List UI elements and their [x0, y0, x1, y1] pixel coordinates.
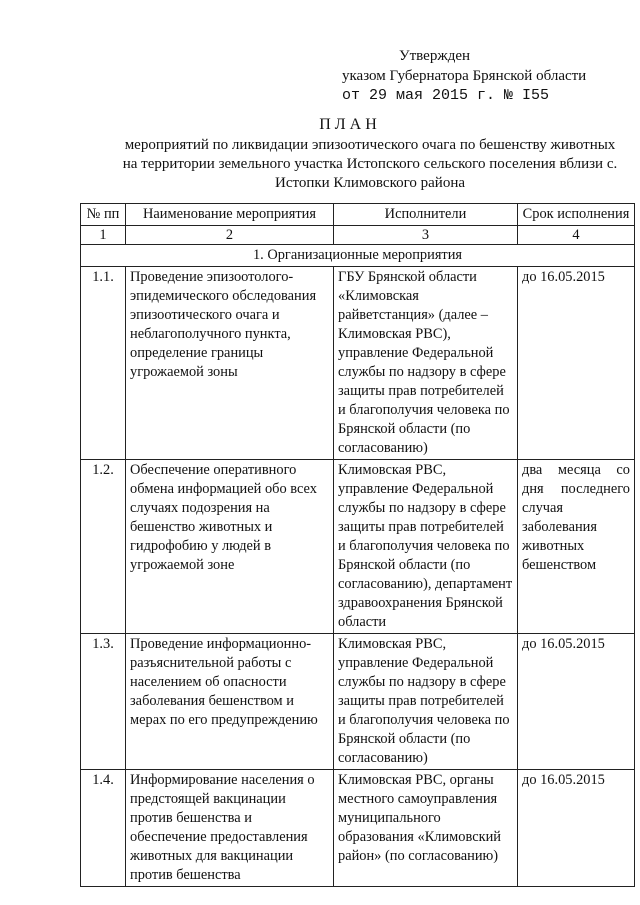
row-executors: ГБУ Брянской области «Климовская райветстанция» (далее – Климовская РВС), управление Федеральной службы по надзору в сфере защиты прав потребителей и благополучия человека по Брянской области (по согласованию): [334, 267, 518, 460]
row-activity: Проведение эпизоотолого-эпидемического обследования эпизоотического очага и неблагополучного пункта, определение границы угрожаемой зоны: [126, 267, 334, 460]
column-number-row: [81, 226, 635, 245]
header-activity: Наименование мероприятия: [126, 204, 334, 226]
table-row: [81, 770, 635, 887]
section-row: [81, 245, 635, 267]
row-number: 1.4.: [81, 770, 126, 887]
table-header-row: [81, 204, 635, 226]
section-title: 1. Организационные мероприятия: [81, 245, 635, 267]
column-number: 2: [126, 226, 334, 245]
row-number: 1.2.: [81, 460, 126, 634]
approval-line-date: от 29 мая 2015 г. № I55: [342, 87, 550, 104]
table-row: [81, 460, 635, 634]
row-executors: Климовская РВС, управление Федеральной службы по надзору в сфере защиты прав потребителей и благополучия человека по Брянской области (по согласованию), департамент здравоохранения Брянской области: [334, 460, 518, 634]
approval-line-decree: указом Губернатора Брянской области: [342, 68, 587, 84]
approval-block: [342, 46, 632, 106]
row-deadline: до 16.05.2015: [518, 770, 635, 887]
row-number: 1.1.: [81, 267, 126, 460]
table-row: [81, 267, 635, 460]
row-deadline: до 16.05.2015: [518, 634, 635, 770]
column-number: 4: [518, 226, 635, 245]
row-number: 1.3.: [81, 634, 126, 770]
row-deadline: два месяца со дня последнего случая заболевания животных бешенством: [518, 460, 635, 634]
table-row: [81, 634, 635, 770]
column-number: 3: [334, 226, 518, 245]
row-executors: Климовская РВС, органы местного самоуправления муниципального образования «Климовский район» (по согласованию): [334, 770, 518, 887]
header-deadline: Срок исполнения: [518, 204, 635, 226]
row-activity: Проведение информационно-разъяснительной работы с населением об опасности заболевания бешенством и мерах по его предупреждению: [126, 634, 334, 770]
row-deadline: до 16.05.2015: [518, 267, 635, 460]
plan-title: ПЛАН: [319, 116, 381, 133]
column-number: 1: [81, 226, 126, 245]
row-activity: Информирование населения о предстоящей вакцинации против бешенства и обеспечение предоставления животных для вакцинации против бешенства: [126, 770, 334, 887]
header-executors: Исполнители: [334, 204, 518, 226]
approval-line-approved: Утвержден: [399, 48, 471, 64]
header-number: № пп: [81, 204, 126, 226]
row-activity: Обеспечение оперативного обмена информацией обо всех случаях подозрения на бешенство животных и гидрофобию у людей в угрожаемой зоне: [126, 460, 334, 634]
plan-table: [80, 203, 635, 887]
plan-subtitle: мероприятий по ликвидации эпизоотического очага по бешенству животных на территории земельного участка Истопского сельского поселения вблизи с. Истопки Климовского района: [122, 137, 618, 191]
row-executors: Климовская РВС, управление Федеральной службы по надзору в сфере защиты прав потребителей и благополучия человека по Брянской области (по согласованию): [334, 634, 518, 770]
